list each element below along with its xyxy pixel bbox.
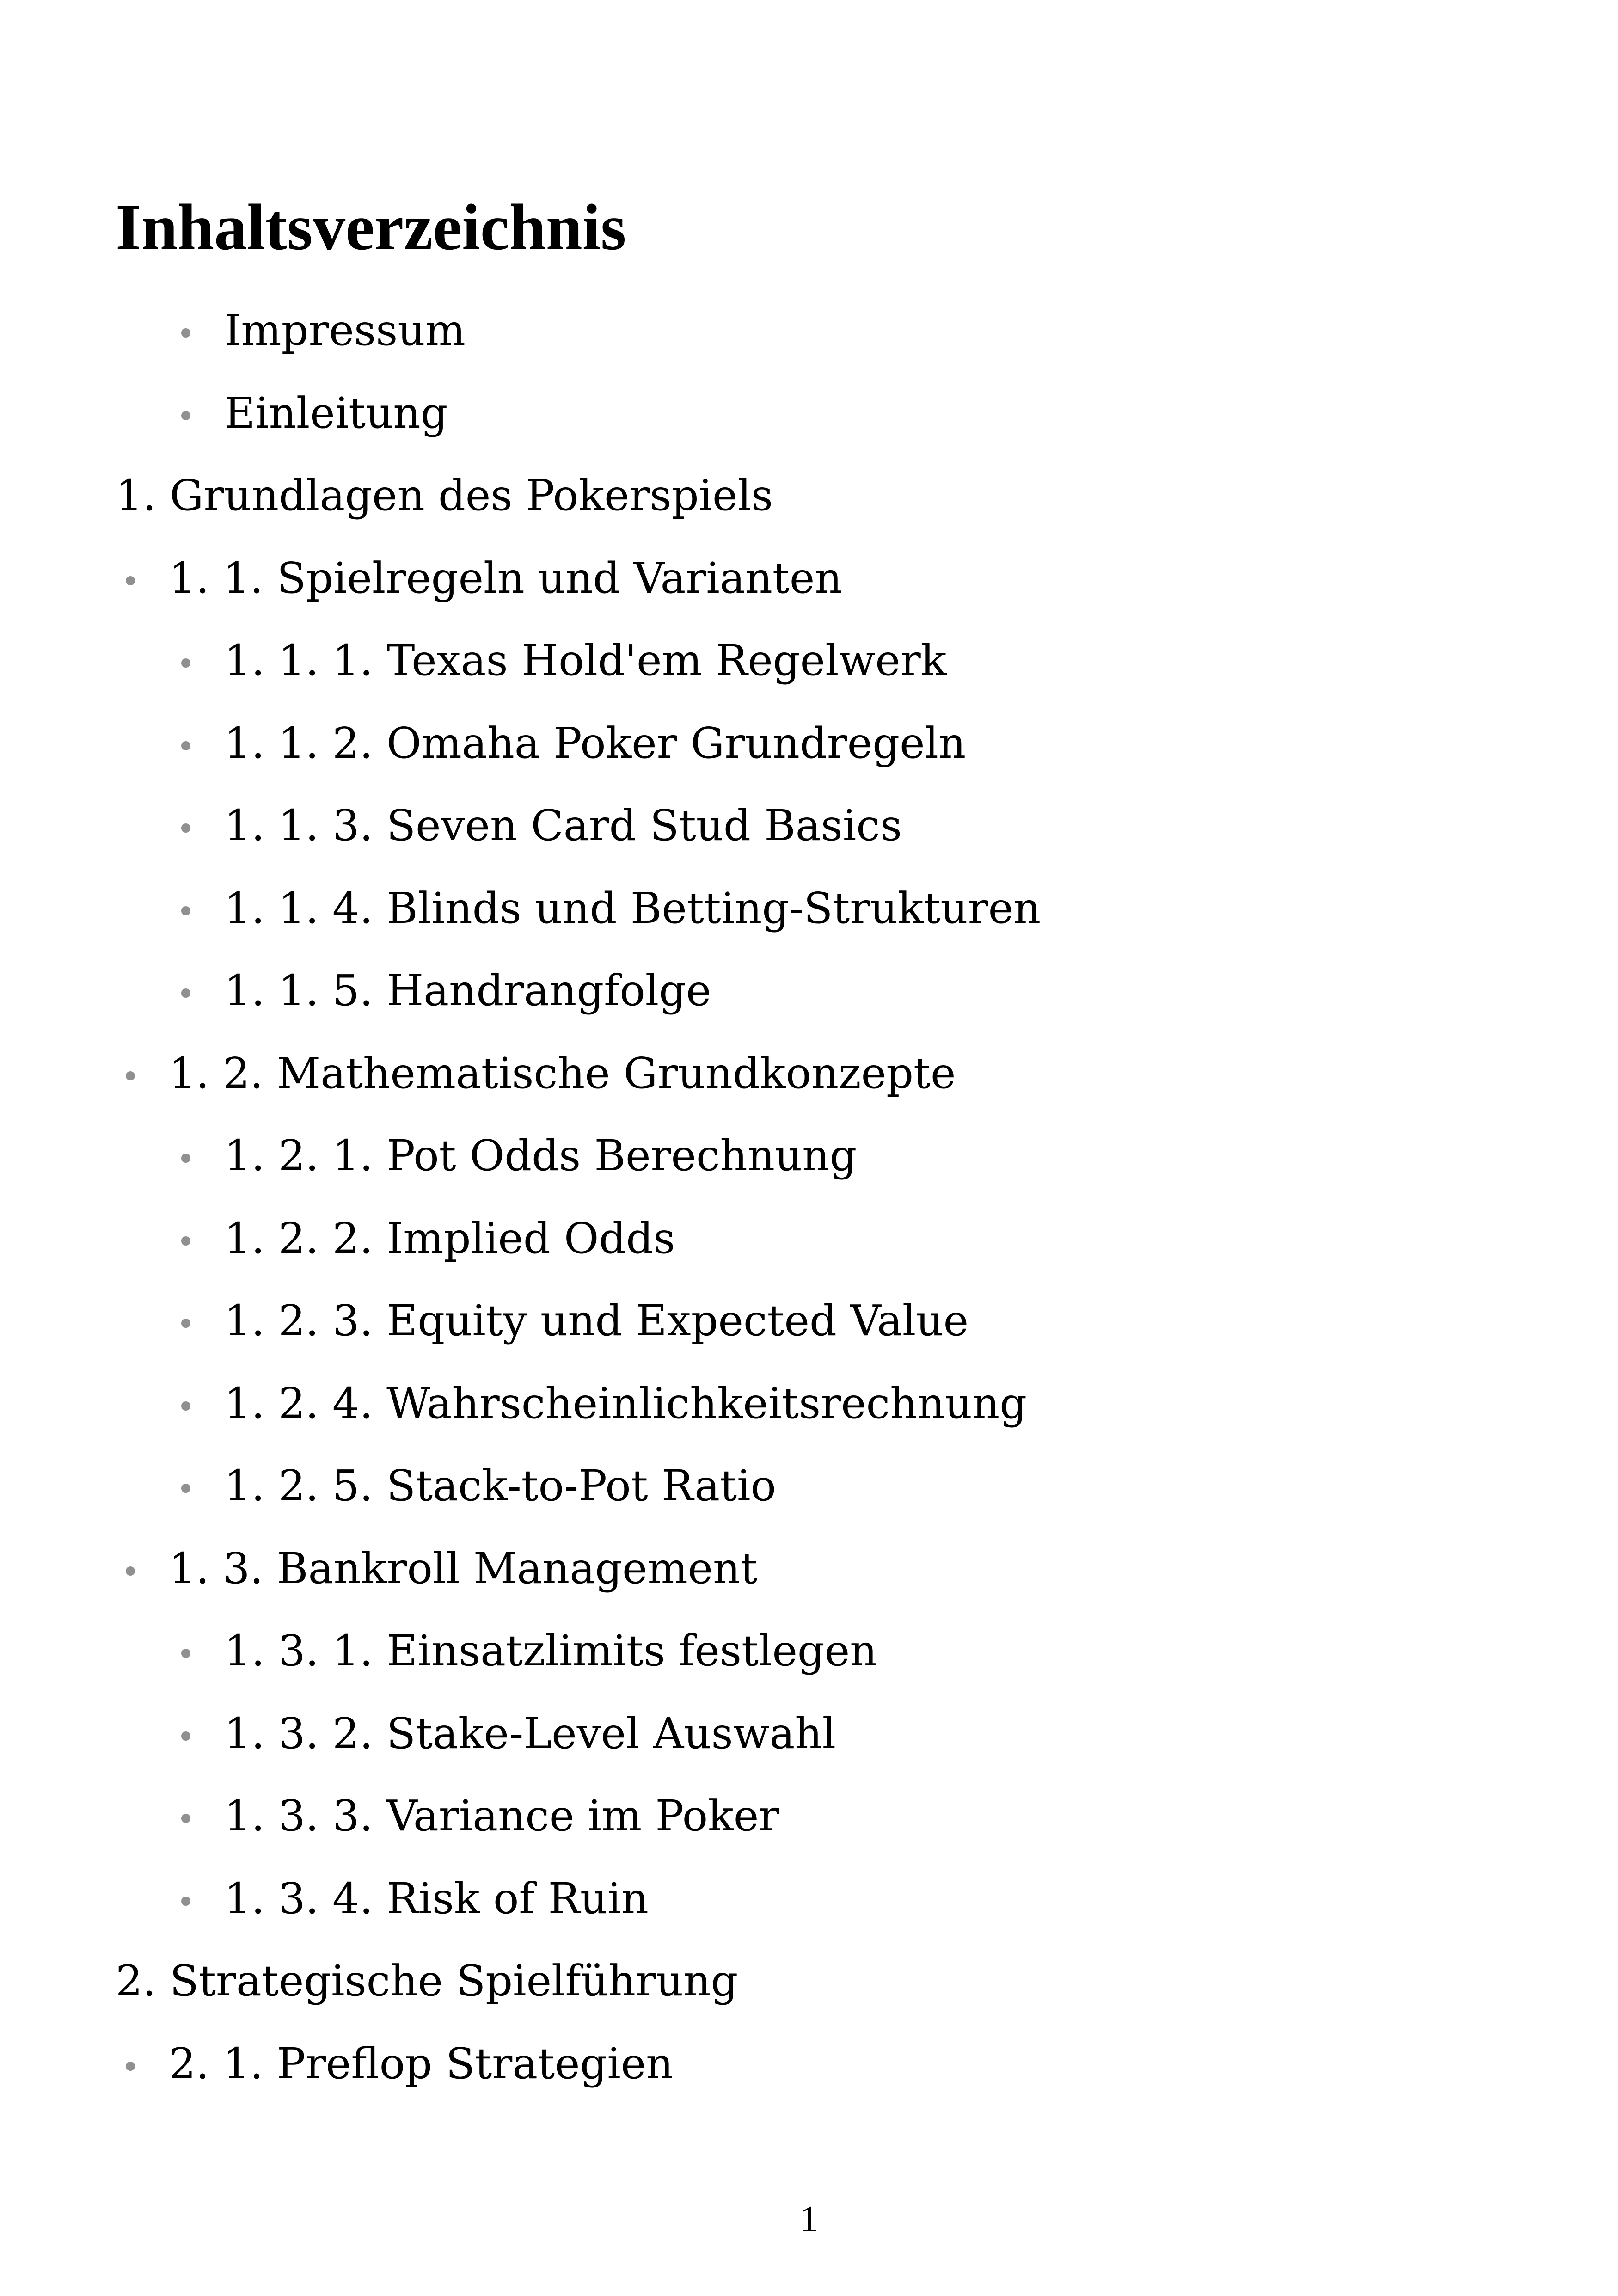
bullet-icon	[181, 741, 190, 750]
bullet-icon	[126, 576, 135, 585]
toc-entry-label: 1. 3. 3. Variance im Poker	[224, 1791, 779, 1841]
bullet-icon	[181, 658, 190, 668]
toc-entry-label: 1. 3. 2. Stake-Level Auswahl	[224, 1708, 836, 1758]
toc-entry-label: 1. 1. 5. Handrangfolge	[224, 966, 711, 1015]
bullet-icon	[181, 328, 190, 338]
toc-heading: Inhaltsverzeichnis	[116, 190, 626, 264]
toc-entry-label: 1. 1. 4. Blinds und Betting-Strukturen	[224, 883, 1041, 933]
toc-entry-label: 1. 2. 1. Pot Odds Berechnung	[224, 1131, 857, 1180]
bullet-icon	[126, 2062, 135, 2071]
bullet-icon	[181, 1484, 190, 1493]
bullet-icon	[181, 823, 190, 833]
bullet-icon	[181, 1236, 190, 1246]
toc-entry-label: 1. 2. 2. Implied Odds	[224, 1213, 675, 1263]
bullet-icon	[181, 1649, 190, 1658]
toc-entry-label: 1. 3. 1. Einsatzlimits festlegen	[224, 1626, 877, 1676]
bullet-icon	[181, 1154, 190, 1163]
bullet-icon	[181, 988, 190, 998]
bullet-icon	[181, 1731, 190, 1741]
toc-entry-label: 2. Strategische Spielführung	[116, 1956, 738, 2006]
toc-entry-label: 2. 1. Preflop Strategien	[169, 2038, 674, 2088]
bullet-icon	[181, 411, 190, 420]
bullet-icon	[181, 1401, 190, 1411]
bullet-icon	[126, 1566, 135, 1576]
bullet-icon	[181, 1897, 190, 1906]
toc-entry-label: 1. 2. 3. Equity und Expected Value	[224, 1296, 969, 1345]
bullet-icon	[126, 1071, 135, 1080]
toc-entry-label: 1. 3. Bankroll Management	[169, 1543, 758, 1593]
toc-entry-label: 1. 1. 2. Omaha Poker Grundregeln	[224, 718, 966, 768]
bullet-icon	[181, 906, 190, 915]
toc-entry-label: Impressum	[224, 306, 466, 355]
toc-entry-label: 1. 3. 4. Risk of Ruin	[224, 1873, 649, 1923]
toc-entry-label: 1. 1. 3. Seven Card Stud Basics	[224, 801, 902, 850]
toc-entry-label: 1. Grundlagen des Pokerspiels	[116, 471, 773, 520]
toc-entry-label: 1. 2. 4. Wahrscheinlichkeitsrechnung	[224, 1378, 1027, 1428]
toc-entry-label: 1. 2. 5. Stack-to-Pot Ratio	[224, 1461, 776, 1510]
bullet-icon	[181, 1814, 190, 1823]
page-number: 1	[800, 2199, 818, 2240]
toc-entry-label: 1. 1. Spielregeln und Varianten	[169, 553, 842, 603]
toc-entry-label: Einleitung	[224, 388, 448, 438]
toc-entry-label: 1. 1. 1. Texas Hold'em Regelwerk	[224, 636, 947, 685]
toc-entry-label: 1. 2. Mathematische Grundkonzepte	[169, 1048, 956, 1098]
bullet-icon	[181, 1319, 190, 1328]
